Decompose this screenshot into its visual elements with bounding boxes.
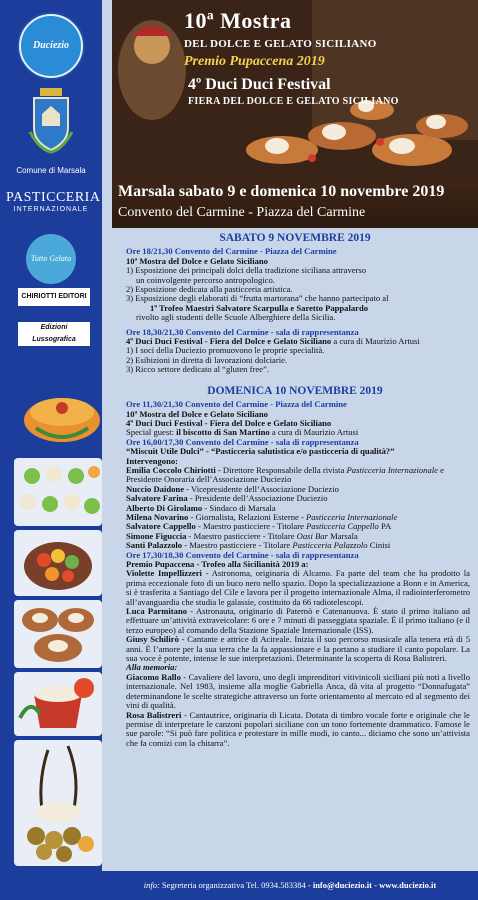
cannoli-image: [14, 600, 102, 668]
sidebar: [0, 0, 102, 900]
award-title: Premio Pupaccena - Trofeo alla Sicilianità 2019 a:: [126, 559, 309, 569]
speaker-row: Milena Novarino - Giornalista, Relazioni Esterne - Pasticceria Internazionale: [126, 511, 398, 522]
program-content: [112, 228, 478, 871]
pasticceria-line2: INTERNAZIONALE: [13, 206, 89, 213]
sunday-heading: DOMENICA 10 NOVEMBRE 2019: [207, 384, 383, 397]
header-festival: 4º Duci Duci Festival: [188, 76, 331, 93]
speaker-row: Alberto Di Girolamo - Sindaco di Marsala: [126, 502, 276, 513]
award-entry: Rosa Balistreri - Cantautrice, originaria di Licata. Dotata di timbro vocale forte e originale che le permise di interpretare le canzoni popolari siciliane con un tono fortemente drammatico. Famose le sue parole: “Si può fare politica e protestare in mille modi, io canto... diciamo che sono un’attivista che fa comizi con la chitarra”.: [126, 709, 470, 748]
pasticceria-line1: PASTICCERIA: [6, 190, 101, 205]
marzipan-fruit-image: [14, 530, 102, 596]
pastries-image: [14, 458, 102, 526]
header-date: Marsala sabato 9 e domenica 10 novembre 2019: [118, 183, 445, 200]
pasticceria-logo: [6, 190, 101, 213]
block-time: Ore 18,30/21,30 Convento del Carmine - sala di rappresentanza: [126, 326, 359, 337]
award-entry: Giusy Schilirò - Cantante e attrice di Acireale. Inizia il suo percorso musicale alla tenera età di 5 anni. È l’amore per la sua terra che la fa appassionare e la portano a studiare il canto popolare. La sua voce è potente, intense le sue interpretazioni. Determinante la scoperta di Rosa Balistreri.: [126, 634, 470, 664]
fruit-display-image: [14, 740, 102, 866]
block-title-tail: a cura di Maurizio Artusi: [331, 336, 420, 347]
block-time: Ore 17,30/18,30 Convento del Carmine - sala di rappresentanza: [126, 549, 359, 560]
lussografica-logo: Edizioni Lussografica: [18, 322, 90, 346]
header-subtitle-mostra: DEL DOLCE E GELATO SICILIANO: [184, 38, 377, 50]
speaker-row: Salvatore Farina - Presidente dell’Associazione Duciezio: [126, 493, 328, 504]
footer-website[interactable]: www.duciezio.it: [379, 880, 437, 890]
footer-label: info:: [143, 880, 160, 890]
chiriotti-logo: CHIRIOTTI EDITORI: [18, 288, 90, 306]
header-banner: [112, 0, 478, 228]
sunday-block-1: [112, 400, 478, 748]
block-title: 4º Duci Duci Festival - Fiera del Dolce e Gelato Siciliano: [126, 336, 332, 347]
speaker-row: Salvatore Cappello - Maestro pasticciere - Titolare Pasticceria Cappello PA: [126, 521, 392, 532]
award-entry: Luca Parmitano - Astronauta, originario di Paternò e Catenanuova. È stato il primo italiano ad effettuare un’attività extraveicolare: 6 ore e 7 minuti di passeggiata spaziale. È il primo italiano (e il terzo europeo) al comando della Stazione Spaziale Internazionale (ISS).: [126, 606, 470, 635]
talk-topic: “Miscuit Utile Dulci” - “Pasticceria salutistica e/o pasticceria di qualità?”: [126, 446, 395, 457]
saturday-block-2: [112, 328, 478, 375]
list-item-cont: un coinvolgente percorso antropologico.: [136, 274, 275, 285]
trofeo-title: 1º Trofeo Maestri Salvatore Scarpulla e Saretto Pappalardo: [150, 302, 369, 313]
block-time: Ore 16,00/17,30 Convento del Carmine - sala di rappresentanza: [126, 436, 359, 447]
tutto-gelato-logo: Tutto Gelato: [26, 234, 76, 284]
list-item: 1) I soci della Duciezio promuovono le proprie specialità.: [126, 345, 325, 356]
header-title-mostra: 10ª Mostra: [184, 8, 292, 33]
list-item: 2) Esposizione dedicata alla pasticceria artistica.: [126, 284, 293, 295]
speaker-row: Emilia Coccolo Chiriotti - Direttore Responsabile della rivista Pasticceria Internazionale e Presidente Onoraria dell’Associazione Duciezio: [126, 464, 444, 485]
list-item: 3) Ricco settore dedicato al “gluten free”.: [126, 364, 269, 375]
block-time: Ore 11,30/21,30 Convento del Carmine - Piazza del Carmine: [126, 399, 347, 410]
block-time: Ore 18/21,30 Convento del Carmine - Piazza del Carmine: [126, 246, 337, 257]
block-title: 4º Duci Duci Festival - Fiera del Dolce e Gelato Siciliano: [126, 417, 332, 428]
speakers-label: Intervengono:: [126, 455, 179, 466]
saturday-block-1: [112, 247, 478, 322]
list-item: 1) Esposizione dei principali dolci della tradizione siciliana attraverso: [126, 265, 367, 276]
block-title: 10ª Mostra del Dolce e Gelato Siciliano: [126, 255, 268, 266]
block-title: 10ª Mostra del Dolce e Gelato Siciliano: [126, 408, 268, 419]
footer-email[interactable]: info@duciezio.it: [312, 880, 372, 890]
speaker-row: Nuccio Daidone - Vicepresidente dell’Associazione Duciezio: [126, 483, 339, 494]
header-venue: Convento del Carmine - Piazza del Carmine: [118, 205, 366, 220]
guest-label: Special guest:: [126, 427, 177, 438]
header-premio: Premio Pupaccena 2019: [184, 54, 325, 69]
saturday-heading: SABATO 9 NOVEMBRE 2019: [219, 232, 371, 244]
cake-image: [14, 672, 102, 736]
memoria-label: Alla memoria:: [126, 662, 178, 673]
list-item-cont: rivolto agli studenti delle Scuole Alberghiere della Sicilia.: [136, 312, 336, 323]
marsala-crest-icon: [28, 88, 74, 154]
footer-bar: info: Segreteria organizzativa Tel. 0934.583384 - info@duciezio.it - www.duciezio.it: [102, 871, 478, 900]
comune-label: Comune di Marsala: [16, 166, 86, 175]
speaker-row: Simone Figuccia - Maestro pasticciere - Titolare Oasi Bar Marsala: [126, 530, 358, 541]
list-item: 3) Esposizione degli elaborati di “frutta martorana” che hanno partecipato al: [126, 293, 389, 304]
speaker-row: Santi Palazzolo - Maestro pasticciere - Titolare Pasticceria Palazzolo Cinisi: [126, 540, 391, 551]
guest-tail: a cura di Maurizio Artusi: [269, 427, 359, 438]
list-item: 2) Esibizioni in diretta di lavorazioni dolciarie.: [126, 354, 288, 365]
guest-name: il biscotto di San Martino: [176, 427, 270, 438]
duciezio-logo: Duciezio: [19, 14, 83, 78]
award-entry: Giacomo Rallo - Cavaliere del lavoro, uno degli imprenditori vitivinicoli siciliani più noti a livello internazionale. Nel 1983, insieme alla moglie Gabriella Anca, dà vita al progetto “Donnafugata” determinandone le scelte strategiche attraverso un forte orientamento al mercato ed al segmento dei vini di qualità.: [126, 671, 470, 711]
award-entry: Violette Impellizzeri - Astronoma, originaria di Alcamo. Fa parte del team che ha prodotto la prima eccezionale foto di un buco nero nello spazio. Dopo la specializzazione a Bonn e in America, si è trasferita a Santiago del Cile e lavora per il progetto internazionale Alma, il radiointerferometro all’avanguardia che studia le galassie, costituito da 66 radiotelescopi.: [126, 568, 470, 607]
cassata-cake-image: [14, 368, 102, 458]
header-fiera: FIERA DEL DOLCE E GELATO SICILIANO: [188, 96, 399, 107]
footer-phone: Segreteria organizzativa Tel. 0934.583384: [161, 880, 306, 890]
